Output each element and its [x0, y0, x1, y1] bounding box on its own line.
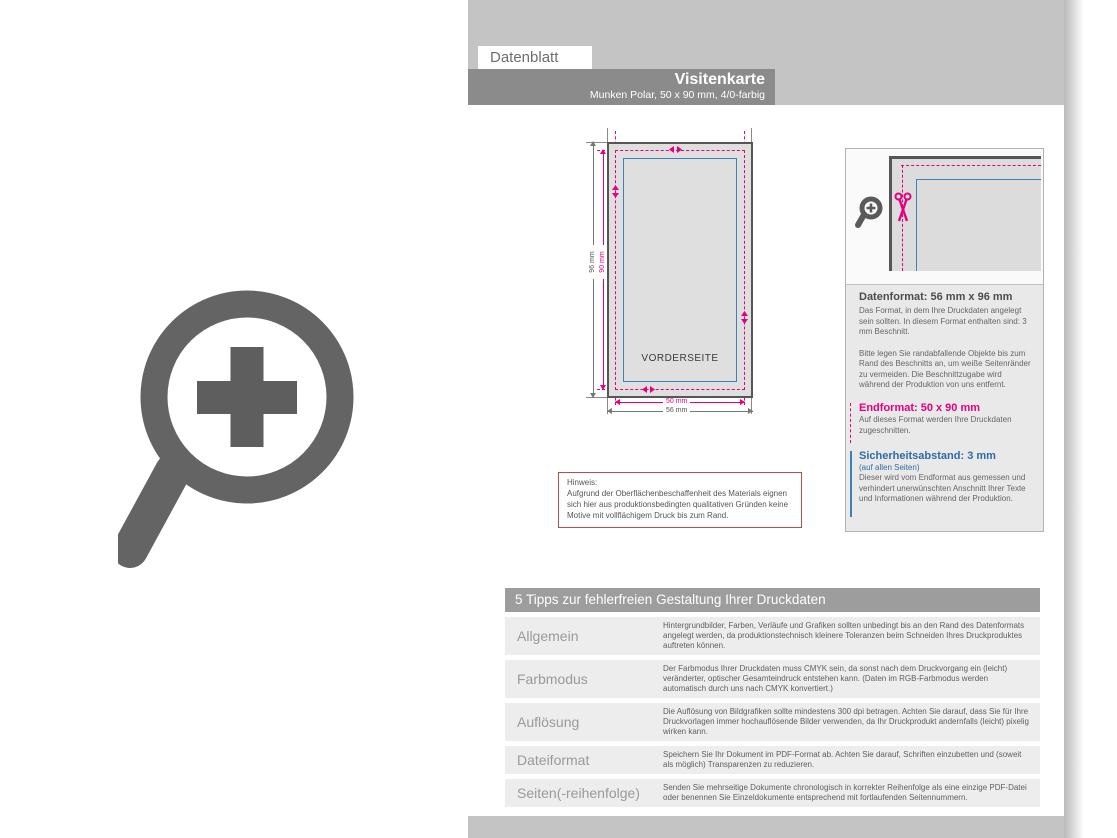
- mini-safety-line: [916, 179, 1041, 180]
- sicherheit-subtitle: (auf allen Seiten): [859, 463, 920, 472]
- hinweis-box: [558, 472, 802, 528]
- page-edge-shadow: [1064, 0, 1084, 838]
- row-text: Der Farbmodus Ihrer Druckdaten muss CMYK sein, da sonst nach dem Druckvorgang ein (leicht) veränderter, optischer Gesamteindruck entstehen kann. (Daten im RGB-Farbmodus werden automatisch durch uns nach CMYK konvertiert.): [663, 664, 1008, 693]
- mini-bleed-area: [892, 159, 1041, 271]
- cut-marker-icon: [612, 185, 619, 198]
- datenformat-text2: Bitte legen Sie randabfallende Objekte bis zum Rand des Beschnitts an, um weiße Seitenränder zu vermeiden. Die Beschnittzugabe wird während der Produktion von uns entfernt.: [859, 348, 1031, 389]
- datenformat-title: Datenformat: 56 mm x 96 mm: [859, 291, 1013, 303]
- format-info-box: [845, 148, 1044, 532]
- product-title-bar: [468, 69, 775, 105]
- page-title: Visitenkarte: [674, 71, 765, 88]
- datenformat-text: Das Format, in dem Ihre Druckdaten angelegt sein sollten. In diesem Format enthalten sind: 3 mm Beschnitt.: [859, 306, 1027, 336]
- row-text: Hintergrundbilder, Farben, Verläufe und Grafiken sollten unbedingt bis an den Rand des Datenformats angelegt werden, da produktionstechnisch kleinere Toleranzen beim Schneiden Ihres Druckproduktes auftreten können.: [663, 621, 1025, 650]
- dimension-label-50mm: 50 mm: [663, 398, 690, 406]
- mini-cut-line: [901, 165, 1041, 166]
- row-text: Speichern Sie Ihr Dokument im PDF-Format ab. Achten Sie darauf, Schriften einzubetten und (soweit als möglich) Transparenzen zu reduzieren.: [663, 750, 1022, 769]
- cut-marker-icon: [669, 146, 682, 153]
- tips-table-title: 5 Tipps zur fehlerfreien Gestaltung Ihrer Druckdaten: [505, 588, 1040, 612]
- sicherheit-title: Sicherheitsabstand: 3 mm: [859, 450, 996, 462]
- table-row: [505, 703, 1040, 741]
- row-label: Seiten(-reihenfolge): [517, 785, 640, 801]
- table-row: [505, 779, 1040, 807]
- sicherheit-marker-line: [850, 451, 852, 517]
- arrowhead: [740, 399, 745, 405]
- table-row: [505, 746, 1040, 774]
- endformat-section: [859, 402, 1031, 436]
- datenformat-section: [859, 291, 1031, 391]
- row-text: Die Auflösung von Bildgrafiken sollte mindestens 300 dpi betragen. Achten Sie darauf, dass Sie für Ihre Druckvorlagen immer hochauflösende Bilder verwenden, da Ihr Druckprodukt andernfalls (leicht) pixelig wirken kann.: [663, 707, 1029, 736]
- hinweis-text: Aufgrund der Oberflächenbeschaffenheit des Materials eignen sich hier aus produktionsbedingten qualitativen Gründen keine Motive mit vollflächigem Druck bis zum Rand.: [567, 489, 789, 520]
- row-label: Allgemein: [517, 628, 579, 644]
- arrowhead: [590, 393, 596, 398]
- endformat-title: Endformat: 50 x 90 mm: [859, 402, 981, 414]
- arrowhead: [615, 399, 620, 405]
- dimension-label-90mm: 90 mm: [599, 245, 607, 279]
- arrowhead: [607, 408, 612, 414]
- page-subtitle: Munken Polar, 50 x 90 mm, 4/0-farbig: [589, 89, 765, 101]
- zoom-in-icon: [851, 194, 887, 232]
- endformat-marker-line: [850, 403, 851, 443]
- sicherheit-text: Dieser wird vom Endformat aus gemessen und verhindert unerwünschten Anschnitt Ihrer Texte und Informationen während der Produktion.: [859, 473, 1026, 503]
- cut-marker-icon: [642, 386, 655, 393]
- corner-detail-view: [846, 149, 1043, 285]
- mini-safety-line: [916, 179, 917, 271]
- row-text: Senden Sie mehrseitige Dokumente chronologisch in korrekter Reihenfolge als eine einzige PDF-Datei oder benennen Sie Einzeldokumente entsprechend mit fortlaufenden Seitennummern.: [663, 783, 1027, 802]
- card-side-label: VORDERSEITE: [641, 353, 719, 364]
- arrowhead: [590, 141, 596, 146]
- safety-margin: [623, 158, 737, 382]
- table-row: [505, 660, 1040, 698]
- scissors-icon: [893, 191, 913, 225]
- arrowhead: [600, 149, 606, 154]
- endformat-text: Auf dieses Format werden Ihre Druckdaten zugeschnitten.: [859, 415, 1012, 435]
- dimension-label-56mm: 56 mm: [663, 407, 690, 415]
- sicherheit-section: [859, 450, 1031, 505]
- hinweis-title: Hinweis:: [567, 478, 598, 487]
- tab-datenblatt: Datenblatt: [478, 46, 592, 69]
- zoom-in-icon: [118, 278, 368, 573]
- crop-mark: [607, 128, 608, 142]
- tips-table: [505, 588, 1040, 807]
- cut-marker-icon: [741, 311, 748, 324]
- dimension-label-96mm: 96 mm: [589, 245, 597, 279]
- row-label: Farbmodus: [517, 671, 588, 687]
- row-label: Dateiformat: [517, 752, 590, 768]
- crop-mark: [751, 128, 752, 142]
- arrowhead: [600, 385, 606, 390]
- table-row: [505, 617, 1040, 655]
- row-label: Auflösung: [517, 714, 580, 730]
- arrowhead: [748, 408, 753, 414]
- footer-band: [468, 816, 1064, 838]
